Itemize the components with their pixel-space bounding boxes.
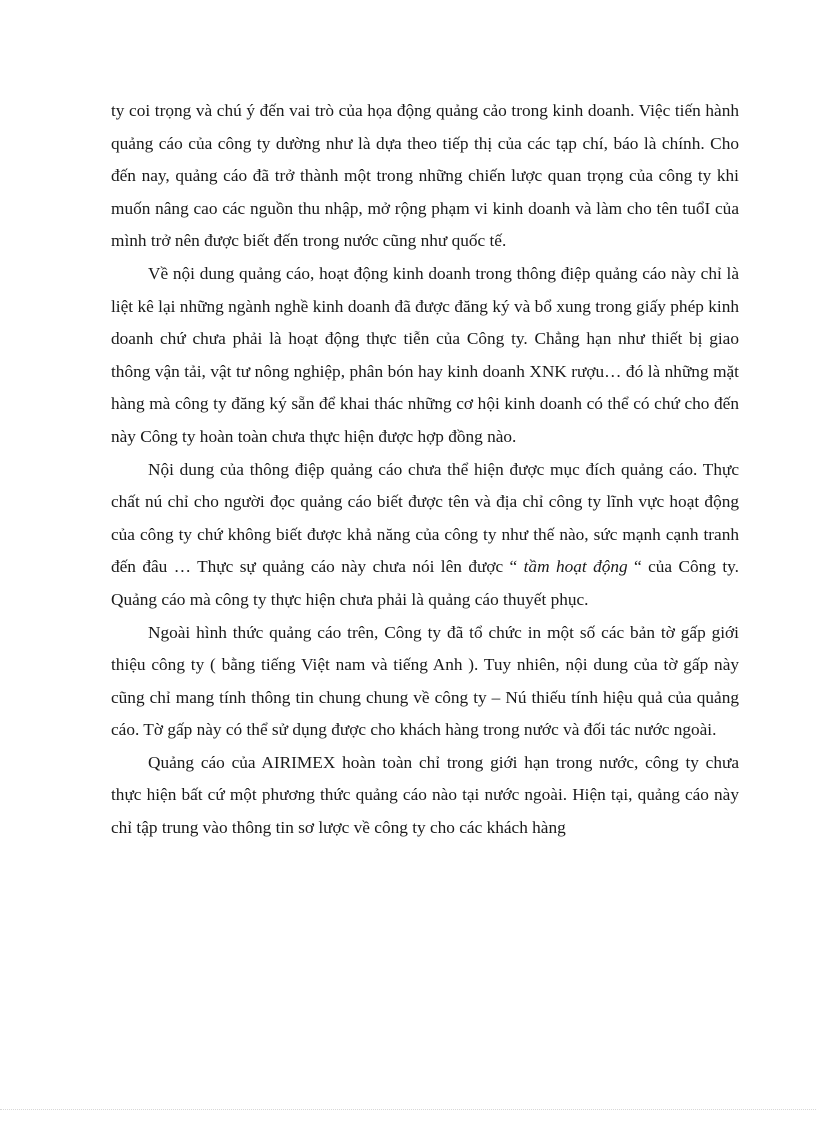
paragraph-2-text: Về nội dung quảng cáo, hoạt động kinh doanh trong thông điệp quảng cáo này chỉ là liệt kê lại những ngành nghề kinh doanh đã được đăng ký và bổ xung trong giấy phép kinh doanh chứ chưa phải là hoạt động thực tiễn của Công ty. Chẳng hạn như thiết bị giao thông vận tải, vật tư nông nghiệp, phân bón hay kinh doanh XNK rượu… đó là những mặt hàng mà công ty đăng ký sẵn để khai thác những cơ hội kinh doanh có thể có chứ cho đến này Công ty hoàn toàn chưa thực hiện được hợp đồng nào.: [111, 263, 739, 446]
paragraph-3-italic-term: tầm hoạt động: [523, 557, 628, 577]
paragraph-3: [111, 454, 739, 617]
paragraph-4: [111, 617, 739, 747]
document-body: [111, 95, 739, 845]
paragraph-1: [111, 95, 739, 258]
paragraph-5-text: Quảng cáo của AIRIMEX hoàn toàn chỉ trong giới hạn trong nước, công ty chưa thực hiện bất cứ một phương thức quảng cáo nào tại nước ngoài. Hiện tại, quảng cáo này chỉ tập trung vào thông tin sơ lược về công ty cho các khách hàng: [111, 752, 739, 838]
paragraph-3-text-a: Nội dung của thông điệp quảng cáo chưa thể hiện được mục đích quảng cáo. Thực chất nú chỉ cho người đọc quảng cáo biết được tên và địa chỉ công ty lĩnh vực hoạt động của công ty chứ không biết được khả năng của công ty như thế nào, sức mạnh cạnh tranh đến đâu … Thực sự quảng cáo này chưa nói lên được “: [111, 459, 739, 577]
paragraph-2: [111, 258, 739, 454]
paragraph-5: [111, 747, 739, 845]
paragraph-4-text: Ngoài hình thức quảng cáo trên, Công ty đã tổ chức in một số các bản tờ gấp giới thiệu công ty ( bằng tiếng Việt nam và tiếng Anh ). Tuy nhiên, nội dung của tờ gấp này cũng chỉ mang tính thông tin chung chung về công ty – Nú thiếu tính hiệu quả của quảng cáo. Tờ gấp này có thể sử dụng được cho khách hàng trong nước và đối tác nước ngoài.: [111, 622, 739, 740]
page-bottom-border: [0, 1109, 816, 1110]
paragraph-1-text: ty coi trọng và chú ý đến vai trò của họa động quảng cảo trong kinh doanh. Việc tiến hành quảng cáo của công ty dường như là dựa theo tiếp thị của các tạp chí, báo là chính. Cho đến nay, quảng cáo đã trở thành một trong những chiến lược quan trọng của công ty khi muốn nâng cao các nguồn thu nhập, mở rộng phạm vi kinh doanh và làm cho tên tuổI của mình trở nên được biết đến trong nước cũng như quốc tế.: [111, 101, 739, 251]
paragraph-3-text-b: “ của Công ty. Quảng cáo mà công ty thực hiện chưa phải là quảng cáo thuyết phục.: [111, 557, 739, 609]
